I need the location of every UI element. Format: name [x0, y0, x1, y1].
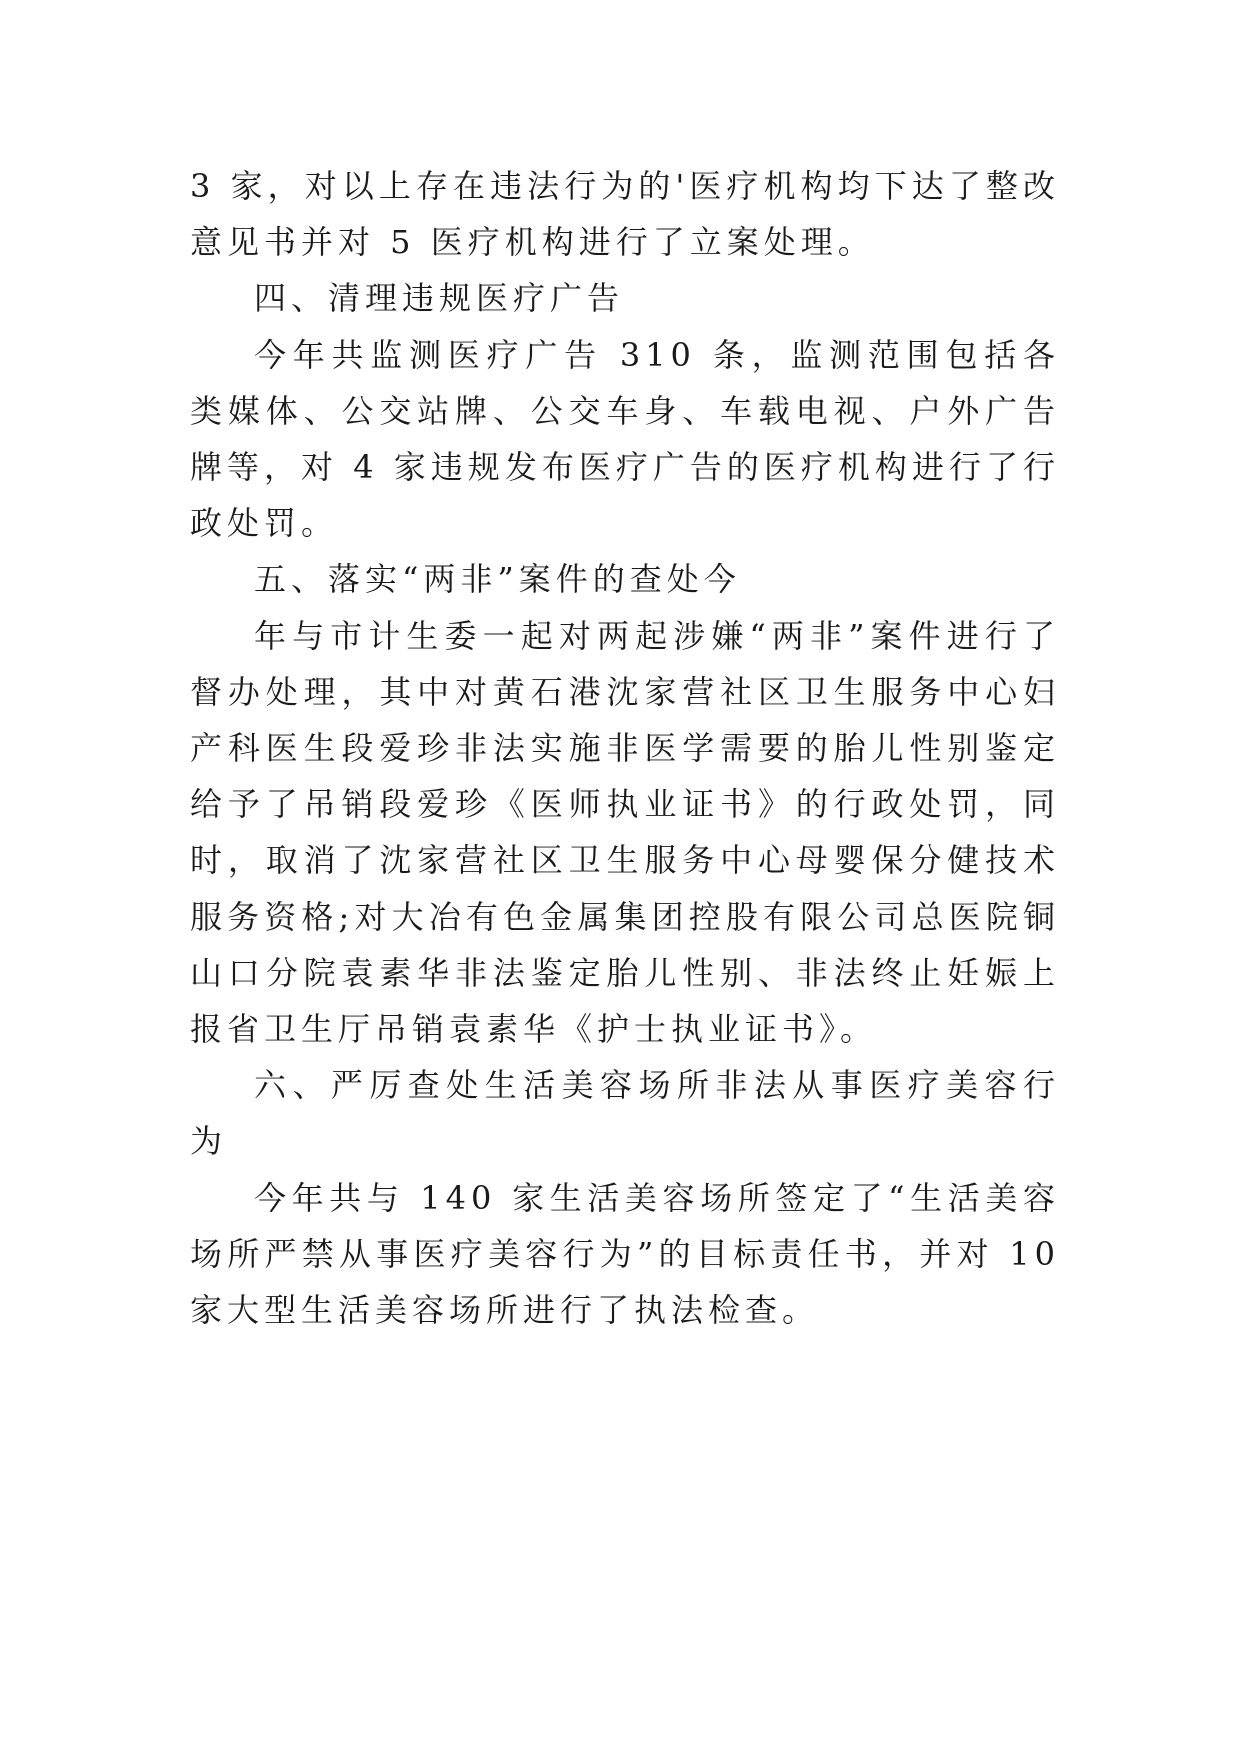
section-heading-4: 四、清理违规医疗广告	[254, 279, 625, 318]
paragraph-beauty: 今年共与 140 家生活美容场所签定了“生活美容场所严禁从事医疗美容行为”的目标责任书，并对 10 家大型生活美容场所进行了执法检查。	[190, 1178, 1060, 1330]
section-heading-5: 五、落实“两非”案件的查处今	[254, 560, 741, 599]
document-body	[190, 158, 1060, 1338]
paragraph-continuation: 3 家，对以上存在违法行为的'医疗机构均下达了整改意见书并对 5 医疗机构进行了立案处理。	[190, 167, 1060, 262]
paragraph-ads: 今年共监测医疗广告 310 条，监测范围包括各类媒体、公交站牌、公交车身、车载电视、户外广告牌等，对 4 家违规发布医疗广告的医疗机构进行了行政处罚。	[190, 335, 1060, 543]
section-heading-6: 六、严厉查处生活美容场所非法从事医疗美容行为	[190, 1066, 1060, 1161]
paragraph-two-non-cases: 年与市计生委一起对两起涉嫌“两非”案件进行了督办处理，其中对黄石港沈家营社区卫生服务中心妇产科医生段爱珍非法实施非医学需要的胎儿性别鉴定给予了吊销段爱珍《医师执业证书》的行政处罚，同时，取消了沈家营社区卫生服务中心母婴保分健技术服务资格;对大冶有色金属集团控股有限公司总医院铜山口分院袁素华非法鉴定胎儿性别、非法终止妊娠上报省卫生厅吊销袁素华《护士执业证书》。	[190, 616, 1060, 1049]
